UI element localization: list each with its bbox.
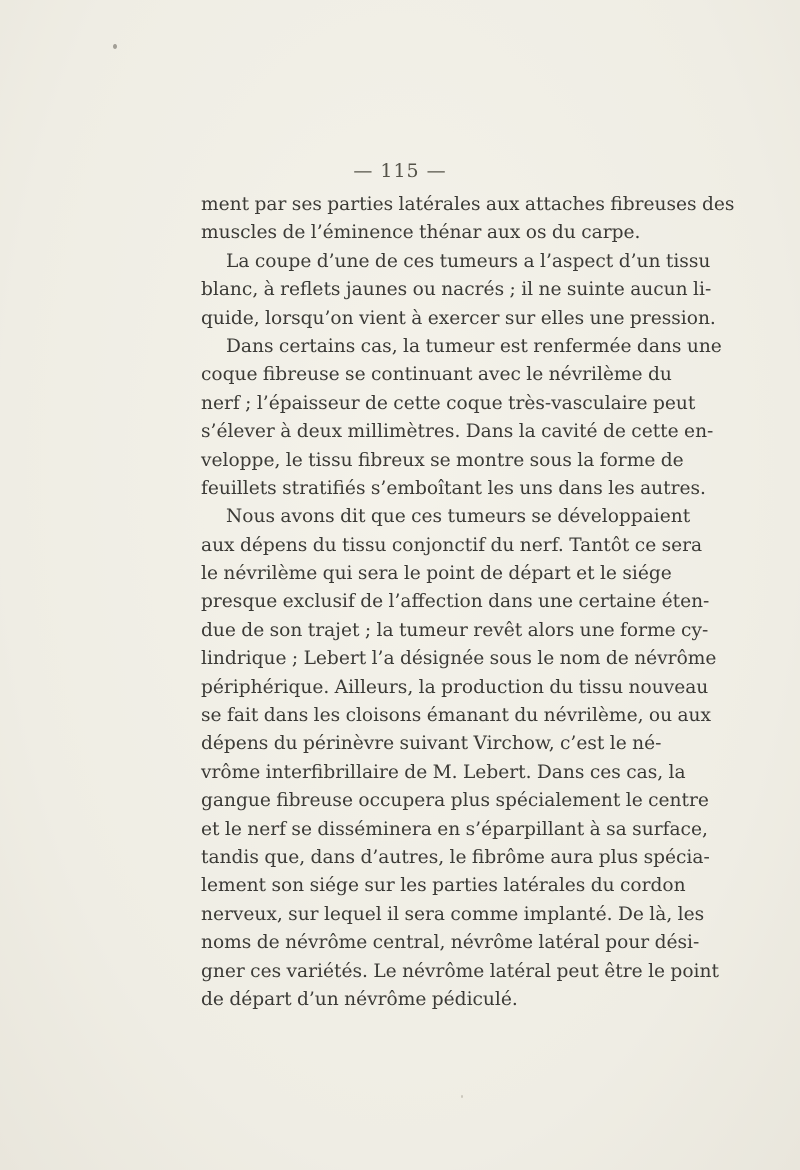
text-line: dépens du périnèvre suivant Virchow, c’est le né- <box>201 733 662 755</box>
text-line: muscles de l’éminence thénar aux os du carpe. <box>201 222 641 244</box>
text-line: et le nerf se disséminera en s’éparpillant à sa surface, <box>201 818 708 840</box>
page-number: — 115 — <box>353 160 447 182</box>
text-line: ment par ses parties latérales aux attaches fibreuses des <box>201 194 735 215</box>
text-line: quide, lorsqu’on vient à exercer sur elles une pression. <box>201 307 716 329</box>
text-line: lement son siége sur les parties latérales du cordon <box>201 875 686 897</box>
text-line: s’élever à deux millimètres. Dans la cavité de cette en- <box>201 421 714 443</box>
text-line: se fait dans les cloisons émanant du névrilème, ou aux <box>201 705 712 727</box>
text-line: nerveux, sur lequel il sera comme implanté. De là, les <box>201 903 705 925</box>
body-text <box>201 191 735 1014</box>
text-line: noms de névrôme central, névrôme latéral pour dési- <box>201 932 700 954</box>
text-line: feuillets stratifiés s’emboîtant les uns dans les autres. <box>201 477 706 499</box>
text-line: Dans certains cas, la tumeur est renfermée dans une <box>226 335 722 357</box>
text-line: blanc, à reflets jaunes ou nacrés ; il ne suinte aucun li- <box>201 279 712 301</box>
text-line: de départ d’un névrôme pédiculé. <box>201 988 518 1010</box>
text-line: La coupe d’une de ces tumeurs a l’aspect d’un tissu <box>226 250 711 272</box>
text-line: lindrique ; Lebert l’a désignée sous le nom de névrôme <box>201 648 717 670</box>
text-line: le névrilème qui sera le point de départ et le siége <box>201 563 672 585</box>
text-line: gangue fibreuse occupera plus spécialement le centre <box>201 790 709 812</box>
text-line: tandis que, dans d’autres, le fibrôme aura plus spécia- <box>201 846 710 868</box>
text-line: coque fibreuse se continuant avec le névrilème du <box>201 364 672 386</box>
text-line: aux dépens du tissu conjonctif du nerf. Tantôt ce sera <box>201 534 703 556</box>
ink-speck <box>113 44 117 49</box>
text-line: gner ces variétés. Le névrôme latéral peut être le point <box>201 960 719 982</box>
text-line: veloppe, le tissu fibreux se montre sous la forme de <box>201 449 684 471</box>
text-line: due de son trajet ; la tumeur revêt alors une forme cy- <box>201 619 709 641</box>
paper-speck <box>461 1095 463 1098</box>
text-line: presque exclusif de l’affection dans une certaine éten- <box>201 591 710 613</box>
text-line: périphérique. Ailleurs, la production du tissu nouveau <box>201 676 709 698</box>
text-line: Nous avons dit que ces tumeurs se développaient <box>226 506 691 528</box>
text-line: nerf ; l’épaisseur de cette coque très-vasculaire peut <box>201 392 696 414</box>
text-line: vrôme interfibrillaire de M. Lebert. Dans ces cas, la <box>201 761 686 783</box>
